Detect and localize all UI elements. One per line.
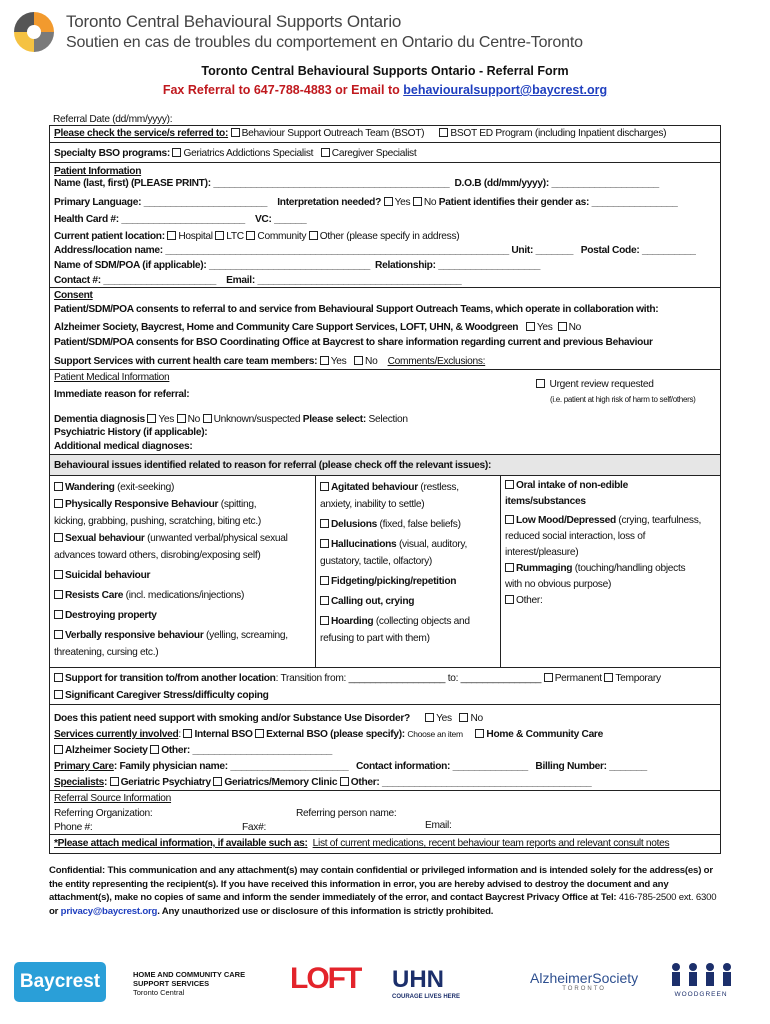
phone: Phone #: (54, 822, 93, 833)
form-subtitle: Fax Referral to 647-788-4883 or Email to behaviouralsupport@baycrest.org (162, 83, 608, 97)
internal-bso-checkbox[interactable] (183, 729, 192, 738)
smoking-row: Does this patient need support with smoking and/or Substance Use Disorder? Yes No (54, 713, 483, 724)
services-involved-row: Services currently involved: Internal BSO External BSO (please specify): Choose an item Home & Community Care (54, 729, 603, 740)
woodgreen-logo: WOODGREEN (668, 962, 734, 998)
beh-verbal-checkbox[interactable] (54, 630, 63, 639)
dementia-row: Dementia diagnosis Yes No Unknown/suspected Please select: Selection (54, 414, 408, 425)
ref-org: Referring Organization: (54, 808, 153, 819)
services-row: Please check the service/s referred to: Behaviour Support Outreach Team (BSOT) BSOT ED Program (including Inpatient discharges) (54, 128, 667, 139)
specialists-row: Specialists: Geriatric Psychiatry Geriatrics/Memory Clinic Other: _______________________________________ (54, 777, 592, 788)
external-bso-checkbox[interactable] (255, 729, 264, 738)
referral-date: Referral Date (dd/mm/yyyy): (53, 114, 173, 125)
consent-heading: Consent (54, 290, 93, 301)
geri-psych-checkbox[interactable] (110, 777, 119, 786)
urgent-checkbox[interactable] (536, 379, 545, 388)
other-services-checkbox[interactable] (150, 745, 159, 754)
location-row: Current patient location: Hospital LTC Community Other (please specify in address) (54, 231, 460, 242)
loft-logo: LOFT (290, 962, 361, 995)
permanent-checkbox[interactable] (544, 673, 553, 682)
email-label: Email: (425, 820, 452, 831)
privacy-email-link[interactable]: privacy@baycrest.org (60, 905, 158, 917)
tcbso-logo (12, 10, 56, 54)
dementia-yes-checkbox[interactable] (147, 414, 156, 423)
alz-row: Alzheimer Society Other: __________________________ (54, 744, 332, 757)
loc-other-checkbox[interactable] (309, 231, 318, 240)
smoking-no-checkbox[interactable] (459, 713, 468, 722)
dementia-no-checkbox[interactable] (177, 414, 186, 423)
behaviours-col-2: Agitated behaviour (restless, anxiety, inability to settle) Delusions (fixed, false beliefs) Hallucinations (visual, auditory, gustatory, tactile, olfactory) Fidgeting/picking/repetition Calling out, crying Hoarding (collecting objects and refusing to part with them) (320, 482, 470, 644)
beh-delusions-checkbox[interactable] (320, 519, 329, 528)
loc-community-checkbox[interactable] (246, 231, 255, 240)
uhn-logo: UHN COURAGE LIVES HERE (392, 966, 461, 1000)
beh-other-checkbox[interactable] (505, 595, 514, 604)
woodgreen-figures-icon (668, 962, 734, 986)
smoking-yes-checkbox[interactable] (425, 713, 434, 722)
interp-yes-checkbox[interactable] (384, 197, 393, 206)
choose-item-select[interactable]: Choose an item (407, 729, 463, 739)
caregiver-stress-checkbox[interactable] (54, 690, 63, 699)
patient-info-heading: Patient Information (54, 166, 142, 177)
org-name-fr: Soutien en cas de troubles du comportement en Ontario du Centre-Toronto (66, 34, 583, 51)
interp-no-checkbox[interactable] (413, 197, 422, 206)
behaviours-col-3: Oral intake of non-edible items/substances Low Mood/Depressed (crying, tearfulness, reduced social interaction, loss of interest/pleasure) Rummaging (touching/handling objects with no obvious purpose) Other: (505, 480, 702, 606)
transition-checkbox[interactable] (54, 673, 63, 682)
attach-row: *Please attach medical information, if available such as: List of current medications, recent behaviour team reports and relevant consult notes (54, 838, 670, 849)
hccss-logo: HOME AND COMMUNITY CARE SUPPORT SERVICES Toronto Central (133, 970, 246, 997)
specialty-row: Specialty BSO programs: Geriatrics Addictions Specialist Caregiver Specialist (54, 148, 417, 159)
dementia-select[interactable]: Selection (368, 414, 408, 425)
loc-ltc-checkbox[interactable] (215, 231, 224, 240)
urgent-review: Urgent review requested (536, 378, 654, 391)
beh-calling-checkbox[interactable] (320, 596, 329, 605)
referral-source-heading: Referral Source Information (54, 793, 172, 804)
beh-suicidal-checkbox[interactable] (54, 570, 63, 579)
beh-oral-checkbox[interactable] (505, 480, 514, 489)
alzheimer-logo: AlzheimerSociety TORONTO (530, 970, 639, 992)
health-card-row: Health Card #: _______________________ VC: ______ (54, 214, 307, 225)
beh-hallucinations-checkbox[interactable] (320, 539, 329, 548)
spec-cg-checkbox[interactable] (321, 148, 330, 157)
svc-outreach-checkbox[interactable] (231, 128, 240, 137)
beh-lowmood-checkbox[interactable] (505, 515, 514, 524)
form-title: Toronto Central Behavioural Supports Ontario - Referral Form (201, 64, 569, 78)
temporary-checkbox[interactable] (604, 673, 613, 682)
urgent-note: (i.e. patient at high risk of harm to self/others) (550, 395, 696, 404)
sdm-row: Name of SDM/POA (if applicable): ______________________________ Relationship: ___________________ (54, 260, 541, 271)
behaviours-col-1: Wandering (exit-seeking) Physically Responsive Behaviour (spitting, kicking, grabbing, pushing, scratching, biting etc.) Sexual behaviour (unwanted verbal/physical sexual advances toward others, disrobing/exposing self) Suicidal behaviour Resists Care (incl. medications/injections) Destroying property Verbally responsive behaviour (yelling, screaming, threatening, cursing etc.) (54, 482, 288, 658)
consent-line-2: Alzheimer Society, Baycrest, Home and Community Care Support Services, LOFT, UHN, & Woodgreen Yes No (54, 322, 582, 333)
email-link[interactable]: behaviouralsupport@baycrest.org (403, 83, 608, 97)
other-specialist-checkbox[interactable] (340, 777, 349, 786)
consent-line-3: Patient/SDM/POA consents for BSO Coordinating Office at Baycrest to share information regarding current and previous Behaviour (54, 337, 653, 348)
beh-sexual-checkbox[interactable] (54, 533, 63, 542)
immediate-reason: Immediate reason for referral: (54, 389, 190, 400)
medical-info-heading: Patient Medical Information (54, 372, 170, 383)
beh-physical-checkbox[interactable] (54, 499, 63, 508)
svc-ed-checkbox[interactable] (439, 128, 448, 137)
ref-person: Referring person name: (296, 808, 397, 819)
additional-diagnoses: Additional medical diagnoses: (54, 441, 193, 452)
alz-checkbox[interactable] (54, 745, 63, 754)
consent-no-checkbox[interactable] (558, 322, 567, 331)
hcc-checkbox[interactable] (475, 729, 484, 738)
contact-row: Contact #: _____________________ Email: ______________________________________ (54, 275, 462, 286)
loc-hospital-checkbox[interactable] (167, 231, 176, 240)
share-no-checkbox[interactable] (354, 356, 363, 365)
transition-row: Support for transition to/from another location: Transition from: __________________ to: _______________ Permanent Temporary (54, 672, 661, 685)
address-row: Address/location name: ________________________________________________________________ Unit: _______ Postal Code: __________ (54, 245, 696, 256)
consent-line-4: Support Services with current health care team members: Yes No Comments/Exclusions: (54, 356, 486, 367)
name-row: Name (last, first) (PLEASE PRINT): ____________________________________________ D.O.B (dd/mm/yyyy): ____________________ (54, 178, 659, 189)
behaviour-header: Behavioural issues identified related to reason for referral (please check off the relevant issues): (54, 460, 492, 471)
geri-mem-checkbox[interactable] (213, 777, 222, 786)
beh-fidgeting-checkbox[interactable] (320, 576, 329, 585)
confidential-notice: Confidential: This communication and any attachment(s) may contain confidential or privileged information and is intended solely for the address(es) or the entity representing the recipient(s). If you have received this information in error, you are hereby advised to destroy the document and any attachment(s), make no copies of same and inform the sender immediately of the error, and contact Baycrest Privacy Office at Tel: 416-785-2500 ext. 6300 or privacy@baycrest.org. Any unauthorized use or disclosure of this information is strictly prohibited. (49, 865, 717, 917)
consent-line-1: Patient/SDM/POA consents to referral to and service from Behavioural Support Outreach Teams, which operate in collaboration with: (54, 304, 659, 315)
beh-hoarding-checkbox[interactable] (320, 616, 329, 625)
baycrest-logo: Baycrest (14, 962, 106, 1002)
dementia-unknown-checkbox[interactable] (203, 414, 212, 423)
org-name-en: Toronto Central Behavioural Supports Ontario (66, 12, 402, 31)
psych-history: Psychiatric History (if applicable): (54, 427, 208, 438)
fax: Fax#: (242, 822, 266, 833)
beh-wandering-checkbox[interactable] (54, 482, 63, 491)
language-row: Primary Language: _______________________ Interpretation needed? Yes No Patient identifies their gender as: ________________ (54, 197, 678, 208)
beh-resists-checkbox[interactable] (54, 590, 63, 599)
beh-destroying-checkbox[interactable] (54, 610, 63, 619)
referral-form (49, 125, 721, 854)
beh-agitated-checkbox[interactable] (320, 482, 329, 491)
spec-ga-checkbox[interactable] (172, 148, 181, 157)
beh-rummaging-checkbox[interactable] (505, 563, 514, 572)
consent-yes-checkbox[interactable] (526, 322, 535, 331)
primary-care-row: Primary Care: Family physician name: ______________________ Contact information: ______________ Billing Number: _______ (54, 761, 647, 772)
share-yes-checkbox[interactable] (320, 356, 329, 365)
caregiver-stress-row: Significant Caregiver Stress/difficulty coping (54, 689, 269, 702)
